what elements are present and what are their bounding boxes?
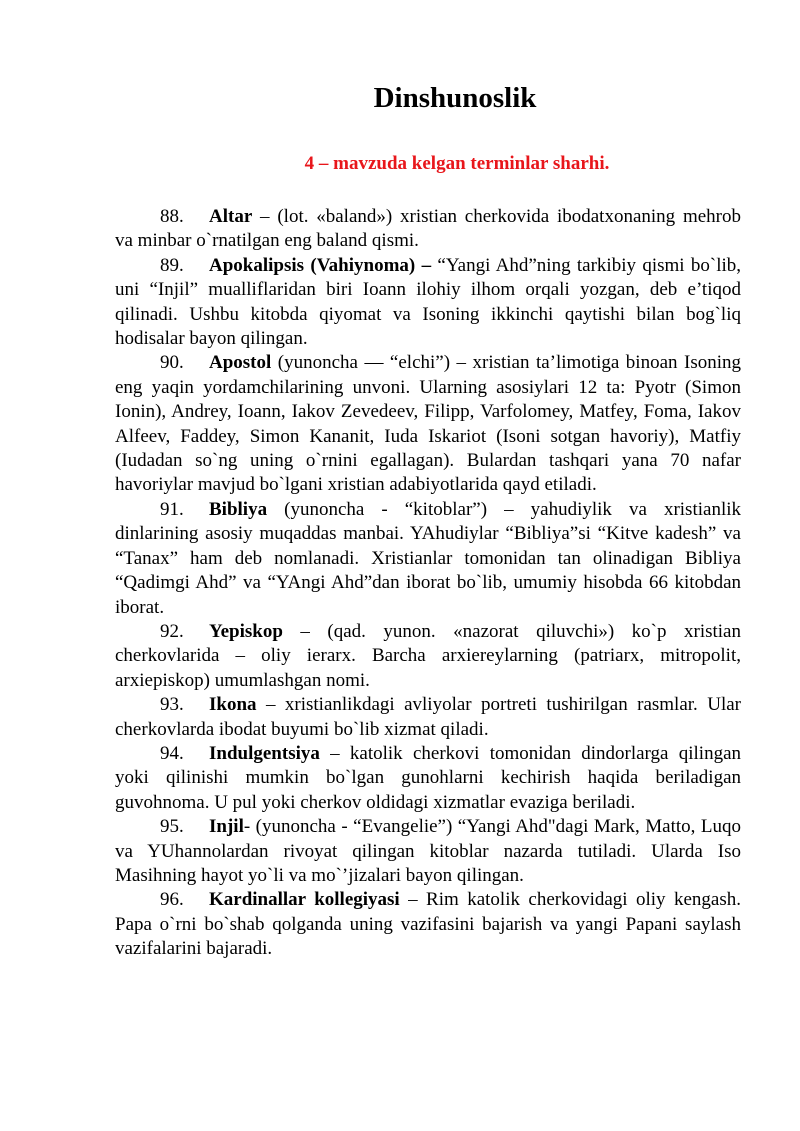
term-name: Apostol bbox=[209, 352, 272, 374]
term-entry bbox=[115, 693, 741, 742]
document-title: Dinshunoslik bbox=[373, 82, 537, 114]
term-definition: – (lot. «baland») xristian cherkovida ibodatxonaning mehrob va minbar o`rnatilgan eng baland qismi. bbox=[115, 206, 741, 252]
term-definition: – xristianlikdagi avliyolar portreti tushirilgan rasmlar. Ular cherkovlarda ibodat buyumi bo`lib xizmat qiladi. bbox=[115, 694, 741, 740]
term-number: 94. bbox=[160, 742, 184, 764]
term-number: 95. bbox=[160, 816, 184, 838]
term-name: Injil bbox=[209, 816, 244, 838]
terms-list bbox=[115, 205, 741, 962]
term-name: Kardinallar kollegiyasi bbox=[209, 889, 400, 911]
term-number: 90. bbox=[160, 352, 184, 374]
term-entry bbox=[115, 888, 741, 961]
term-entry bbox=[115, 351, 741, 497]
term-entry bbox=[115, 742, 741, 815]
term-name: Indulgentsiya bbox=[209, 742, 320, 764]
term-entry bbox=[115, 498, 741, 620]
term-definition: “Yangi Ahd”ning tarkibiy qismi bo`lib, uni “Injil” mualliflaridan biri Ioann ilohiy ilhom orqali yozgan, deb e’tiqod qilinadi. Ushbu kitobda qiyomat va Isoning ikkinchi qaytishi bilan bog`liq hodisalar bayon qilingan. bbox=[115, 254, 742, 350]
term-name: Apokalipsis (Vahiynoma) – bbox=[209, 254, 432, 276]
term-number: 91. bbox=[160, 498, 184, 520]
term-entry bbox=[115, 205, 741, 254]
term-number: 89. bbox=[160, 254, 184, 276]
term-entry bbox=[115, 254, 741, 352]
term-number: 96. bbox=[160, 889, 184, 911]
term-definition: – katolik cherkovi tomonidan dindorlarga qilingan yoki qilinishi mumkin bo`lgan gunohlarni kechirish haqida beriladigan guvohnoma. U pul yoki cherkov oldidagi xizmatlar evaziga beriladi. bbox=[115, 742, 741, 813]
term-definition: – Rim katolik cherkovidagi oliy kengash. Papa o`rni bo`shab qolganda uning vazifasini bajarish va yangi Papani saylash vazifalarini bajaradi. bbox=[115, 889, 741, 960]
term-name: Altar bbox=[209, 206, 253, 227]
term-definition: (yunoncha - “kitoblar”) – yahudiylik va xristianlik dinlarining asosiy muqaddas manbai. YAhudiylar “Bibliya”si “Kitve kadesh” va “Tanax” ham deb nomlanadi. Xristianlar tomonidan tan olinadigan Bibliya “Qadimgi Ahd” va “YAngi Ahd”dan iborat bo`lib, umumiy hisobda 66 kitobdan iborat. bbox=[115, 498, 741, 618]
term-name: Yepiskop bbox=[209, 620, 283, 642]
term-name: Bibliya bbox=[209, 498, 268, 520]
term-definition: (yunoncha — “elchi”) – xristian ta’limotiga binoan Isoning eng yaqin yordamchilarining unvoni. Ularning asosiylari 12 ta: Pyotr (Simon Ionin), Andrey, Ioann, Iakov Zevedeev, Filipp, Varfolomey, Matfey, Foma, Iakov Alfeev, Faddey, Simon Kananit, Iuda Iskariot (Isoni sotgan havoriy), Matfiy (Iudadan so`ng uning o`rnini egallagan). Bulardan tashqari yana 70 nafar havoriylar mavjud bo`lgani xristian adabiyotlarida qayd etiladi. bbox=[115, 352, 741, 496]
term-definition: – (qad. yunon. «nazorat qiluvchi») ko`p xristian cherkovlarida – oliy ierarx. Barcha arxiereylarning (patriarx, mitropolit, arxiepiskop) umumlashgan nomi. bbox=[115, 620, 741, 691]
term-entry bbox=[115, 620, 741, 693]
term-entry bbox=[115, 815, 741, 888]
term-number: 93. bbox=[160, 694, 184, 716]
section-subtitle: 4 – mavzuda kelgan terminlar sharhi. bbox=[304, 153, 610, 174]
term-definition: - (yunoncha - “Evangelie”) “Yangi Ahd"dagi Mark, Matto, Luqo va YUhannolardan rivoyat qilingan kitoblar nazarda tutiladi. Ularda Iso Masihning hayot yo`li va mo`’jizalari bayon qilingan. bbox=[115, 816, 741, 886]
term-number: 92. bbox=[160, 620, 184, 642]
term-name: Ikona bbox=[209, 694, 257, 716]
term-number: 88. bbox=[160, 206, 184, 227]
